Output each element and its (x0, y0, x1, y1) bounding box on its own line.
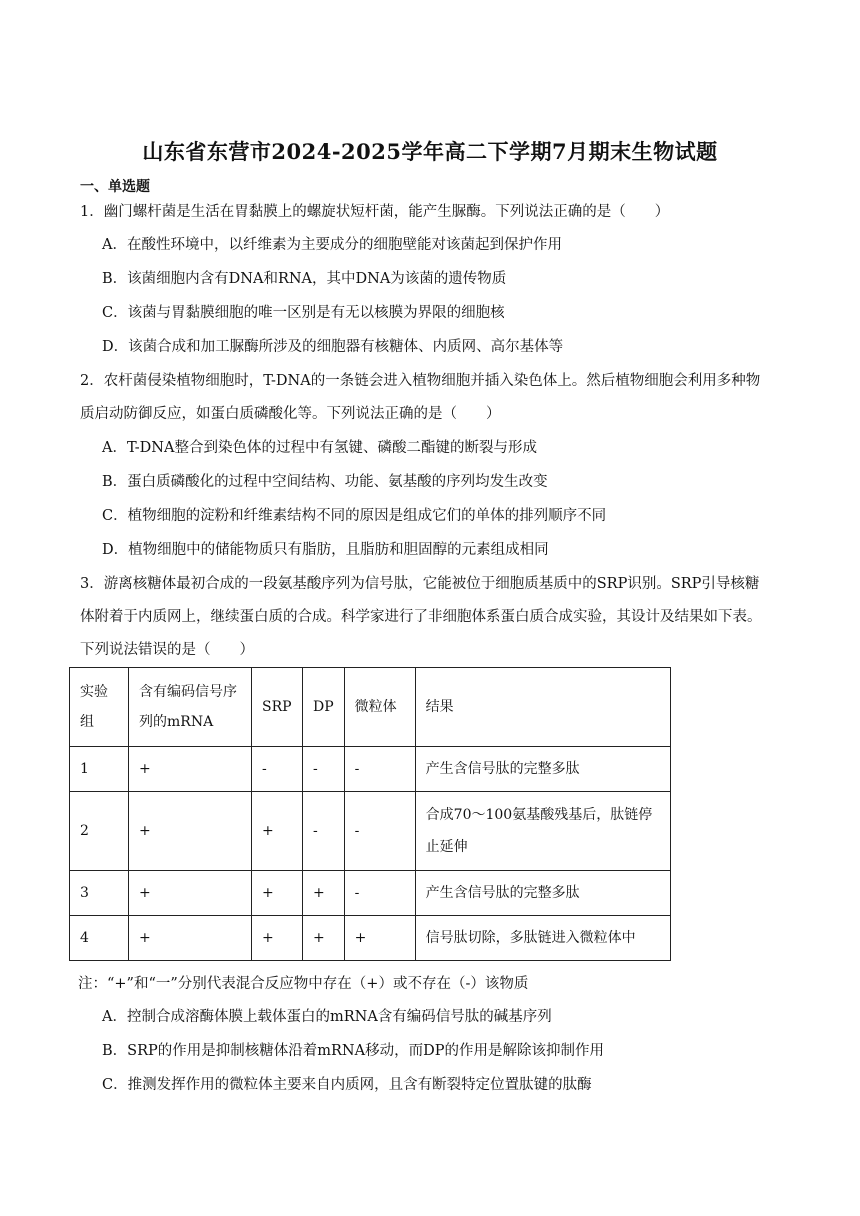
table-cell: - (252, 747, 303, 792)
table-cell: - (303, 792, 345, 871)
question-3-option-a: A．控制合成溶酶体膜上载体蛋白的mRNA含有编码信号肽的碱基序列 (102, 1009, 552, 1025)
question-1-option-b: B．该菌细胞内含有DNA和RNA，其中DNA为该菌的遗传物质 (102, 271, 507, 287)
table-cell: 2 (70, 792, 129, 871)
table-cell: 信号肽切除，多肽链进入微粒体中 (415, 916, 670, 961)
table-cell: 产生含信号肽的完整多肽 (415, 871, 670, 916)
table-cell: + (252, 871, 303, 916)
table-cell: + (129, 871, 252, 916)
table-row (70, 747, 671, 792)
table-header-cell: DP (303, 668, 345, 747)
question-3-stem-line-2: 体附着于内质网上，继续蛋白质的合成。科学家进行了非细胞体系蛋白质合成实验，其设计及结果如下表。 (80, 609, 762, 625)
section-heading: 一、单选题 (80, 179, 150, 195)
table-cell: 产生含信号肽的完整多肽 (415, 747, 670, 792)
question-1-option-c: C．该菌与胃黏膜细胞的唯一区别是有无以核膜为界限的细胞核 (102, 305, 505, 321)
question-1-option-d: D．该菌合成和加工脲酶所涉及的细胞器有核糖体、内质网、高尔基体等 (102, 339, 564, 355)
table-cell: 1 (70, 747, 129, 792)
table-header-cell: 含有编码信号序列的mRNA (129, 668, 252, 747)
table-header-cell: SRP (252, 668, 303, 747)
question-2-stem-line-1: 2．农杆菌侵染植物细胞时，T-DNA的一条链会进入植物细胞并插入染色体上。然后植物细胞会利用多种物 (80, 373, 761, 389)
question-2-option-c: C．植物细胞的淀粉和纤维素结构不同的原因是组成它们的单体的排列顺序不同 (102, 508, 607, 524)
table-header-cell: 微粒体 (344, 668, 415, 747)
table-row (70, 871, 671, 916)
table-cell: 3 (70, 871, 129, 916)
table-cell: + (344, 916, 415, 961)
table-cell: + (252, 792, 303, 871)
table-header-cell: 结果 (415, 668, 670, 747)
question-3-stem-line-3: 下列说法错误的是（ ） (80, 642, 254, 658)
table-cell: + (252, 916, 303, 961)
table-note: 注：“+”和“一”分别代表混合反应物中存在（+）或不存在（-）该物质 (78, 976, 529, 992)
table-row (70, 792, 671, 871)
question-3-stem-line-1: 3．游离核糖体最初合成的一段氨基酸序列为信号肽，它能被位于细胞质基质中的SRP识别。SRP引导核糖 (80, 576, 760, 592)
question-2-option-b: B．蛋白质磷酸化的过程中空间结构、功能、氨基酸的序列均发生改变 (102, 474, 548, 490)
page-title: 山东省东营市2024-2025学年高二下学期7月期末生物试题 (142, 139, 718, 164)
table-cell: + (129, 916, 252, 961)
table-row (70, 916, 671, 961)
question-1-stem: 1．幽门螺杆菌是生活在胃黏膜上的螺旋状短杆菌，能产生脲酶。下列说法正确的是（ ） (80, 204, 670, 220)
table-cell: + (129, 792, 252, 871)
question-3-option-c: C．推测发挥作用的微粒体主要来自内质网，且含有断裂特定位置肽键的肽酶 (102, 1077, 592, 1093)
table-header-row (70, 668, 671, 747)
experiment-table (69, 667, 671, 961)
table-cell: - (344, 747, 415, 792)
table-cell: + (303, 871, 345, 916)
table-cell: - (344, 871, 415, 916)
question-1-option-a: A．在酸性环境中，以纤维素为主要成分的细胞壁能对该菌起到保护作用 (102, 237, 562, 253)
table-cell: + (303, 916, 345, 961)
question-2-stem-line-2: 质启动防御反应，如蛋白质磷酸化等。下列说法正确的是（ ） (80, 406, 501, 422)
question-2-option-a: A．T-DNA整合到染色体的过程中有氢键、磷酸二酯键的断裂与形成 (102, 440, 537, 456)
question-3-option-b: B．SRP的作用是抑制核糖体沿着mRNA移动，而DP的作用是解除该抑制作用 (102, 1043, 604, 1059)
table-cell: 合成70～100氨基酸残基后，肽链停止延伸 (415, 792, 670, 871)
table-cell: + (129, 747, 252, 792)
question-2-option-d: D．植物细胞中的储能物质只有脂肪，且脂肪和胆固醇的元素组成相同 (102, 542, 549, 558)
table-cell: - (344, 792, 415, 871)
table-cell: - (303, 747, 345, 792)
table-header-cell: 实验组 (70, 668, 129, 747)
table-cell: 4 (70, 916, 129, 961)
